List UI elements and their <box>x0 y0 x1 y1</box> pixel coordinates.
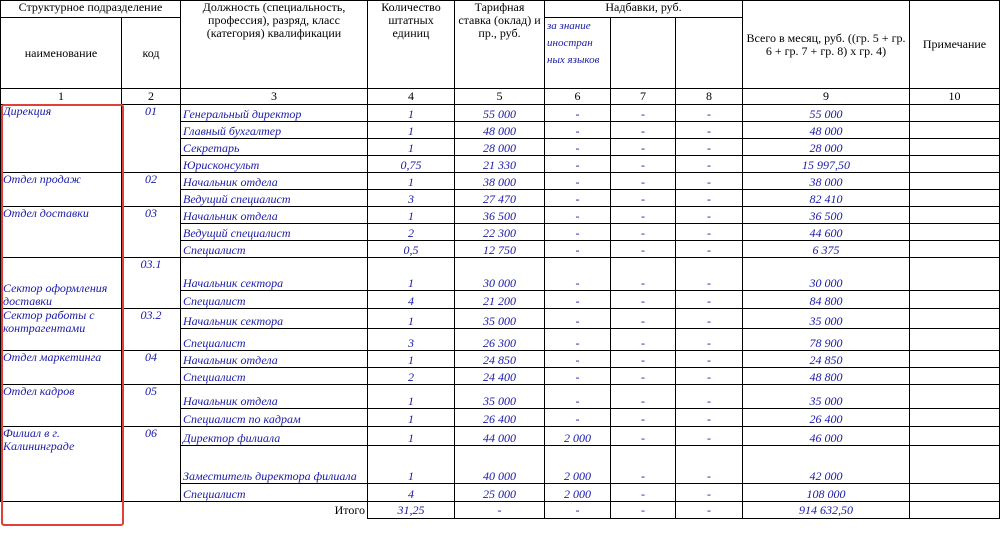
allowance-8-cell: - <box>676 368 743 385</box>
position-cell: Специалист по кадрам <box>181 409 368 427</box>
allowance-8-cell: - <box>676 427 743 446</box>
allowance-7-cell: - <box>611 224 676 241</box>
note-cell <box>910 173 1000 190</box>
table-row <box>1 427 1000 446</box>
count-cell: 4 <box>368 484 455 502</box>
header-position: Должность (специальность, профессия), разряд, класс (категория) квалификации <box>181 1 368 89</box>
count-cell: 1 <box>368 351 455 368</box>
rate-cell: 21 330 <box>455 156 545 173</box>
monthly-total-cell: 24 850 <box>743 351 910 368</box>
unit-name: Отдел продаж <box>1 173 122 207</box>
column-number: 4 <box>368 89 455 105</box>
rate-cell: 26 400 <box>455 409 545 427</box>
rate-cell: 48 000 <box>455 122 545 139</box>
note-cell <box>910 139 1000 156</box>
unit-name: Отдел маркетинга <box>1 351 122 385</box>
header-note: Примечание <box>910 1 1000 89</box>
position-cell: Генеральный директор <box>181 105 368 122</box>
totals-allowance-6: - <box>545 502 611 519</box>
monthly-total-cell: 46 000 <box>743 427 910 446</box>
totals-rate: - <box>455 502 545 519</box>
monthly-total-cell: 26 400 <box>743 409 910 427</box>
unit-code: 06 <box>122 427 181 502</box>
allowance-6-cell: - <box>545 409 611 427</box>
monthly-total-cell: 30 000 <box>743 258 910 291</box>
unit-name: Сектор работы с контрагентами <box>1 309 122 351</box>
column-number-row <box>1 89 1000 105</box>
allowance-8-cell: - <box>676 207 743 224</box>
count-cell: 1 <box>368 309 455 329</box>
monthly-total-cell: 108 000 <box>743 484 910 502</box>
allowance-8-cell: - <box>676 156 743 173</box>
column-number: 10 <box>910 89 1000 105</box>
rate-cell: 28 000 <box>455 139 545 156</box>
rate-cell: 30 000 <box>455 258 545 291</box>
unit-name: Сектор оформления доставки <box>1 258 122 309</box>
header-allowance-6: за знание иностран ных языков <box>545 18 611 89</box>
rate-cell: 24 400 <box>455 368 545 385</box>
rate-cell: 35 000 <box>455 309 545 329</box>
position-cell: Директор филиала <box>181 427 368 446</box>
rate-cell: 26 300 <box>455 329 545 351</box>
allowance-7-cell: - <box>611 173 676 190</box>
allowance-7-cell: - <box>611 329 676 351</box>
note-cell <box>910 484 1000 502</box>
column-number: 6 <box>545 89 611 105</box>
monthly-total-cell: 78 900 <box>743 329 910 351</box>
column-number: 5 <box>455 89 545 105</box>
column-number: 2 <box>122 89 181 105</box>
allowance-6-cell: - <box>545 207 611 224</box>
allowance-6-cell: - <box>545 329 611 351</box>
note-cell <box>910 105 1000 122</box>
totals-allowance-7: - <box>611 502 676 519</box>
unit-code: 05 <box>122 385 181 427</box>
count-cell: 1 <box>368 139 455 156</box>
monthly-total-cell: 84 800 <box>743 291 910 309</box>
position-cell: Начальник отдела <box>181 207 368 224</box>
header-rate: Тарифная ставка (оклад) и пр., руб. <box>455 1 545 89</box>
rate-cell: 55 000 <box>455 105 545 122</box>
table-row <box>1 385 1000 409</box>
unit-code: 03 <box>122 207 181 258</box>
note-cell <box>910 427 1000 446</box>
column-number: 7 <box>611 89 676 105</box>
totals-note <box>910 502 1000 519</box>
note-cell <box>910 258 1000 291</box>
note-cell <box>910 385 1000 409</box>
note-cell <box>910 446 1000 484</box>
monthly-total-cell: 36 500 <box>743 207 910 224</box>
unit-code: 02 <box>122 173 181 207</box>
note-cell <box>910 241 1000 258</box>
monthly-total-cell: 55 000 <box>743 105 910 122</box>
note-cell <box>910 351 1000 368</box>
allowance-7-cell: - <box>611 484 676 502</box>
allowance-8-cell: - <box>676 224 743 241</box>
allowance-7-cell: - <box>611 241 676 258</box>
allowance-8-cell: - <box>676 351 743 368</box>
allowance-6-cell: - <box>545 368 611 385</box>
position-cell: Начальник сектора <box>181 258 368 291</box>
note-cell <box>910 309 1000 329</box>
count-cell: 2 <box>368 368 455 385</box>
rate-cell: 21 200 <box>455 291 545 309</box>
allowance-6-cell: - <box>545 291 611 309</box>
position-cell: Специалист <box>181 484 368 502</box>
allowance-6-cell: - <box>545 122 611 139</box>
position-cell: Юрисконсульт <box>181 156 368 173</box>
note-cell <box>910 156 1000 173</box>
count-cell: 1 <box>368 207 455 224</box>
column-number: 9 <box>743 89 910 105</box>
header-count: Количество штатных единиц <box>368 1 455 89</box>
allowance-7-cell: - <box>611 291 676 309</box>
count-cell: 1 <box>368 446 455 484</box>
table-row <box>1 105 1000 122</box>
allowance-8-cell: - <box>676 190 743 207</box>
note-cell <box>910 368 1000 385</box>
count-cell: 1 <box>368 409 455 427</box>
unit-name: Отдел кадров <box>1 385 122 427</box>
rate-cell: 35 000 <box>455 385 545 409</box>
allowance-7-cell: - <box>611 156 676 173</box>
count-cell: 3 <box>368 329 455 351</box>
table-row <box>1 207 1000 224</box>
monthly-total-cell: 38 000 <box>743 173 910 190</box>
allowance-8-cell: - <box>676 105 743 122</box>
monthly-total-cell: 15 997,50 <box>743 156 910 173</box>
rate-cell: 27 470 <box>455 190 545 207</box>
count-cell: 1 <box>368 122 455 139</box>
allowance-6-cell: - <box>545 224 611 241</box>
table-row <box>1 258 1000 291</box>
allowance-7-cell: - <box>611 385 676 409</box>
rate-cell: 36 500 <box>455 207 545 224</box>
totals-row <box>1 502 1000 519</box>
allowance-8-cell: - <box>676 122 743 139</box>
count-cell: 1 <box>368 427 455 446</box>
monthly-total-cell: 48 000 <box>743 122 910 139</box>
totals-allowance-8: - <box>676 502 743 519</box>
header-name: наименование <box>1 18 122 89</box>
note-cell <box>910 409 1000 427</box>
rate-cell: 25 000 <box>455 484 545 502</box>
unit-name: Филиал в г. Калининграде <box>1 427 122 502</box>
count-cell: 4 <box>368 291 455 309</box>
monthly-total-cell: 82 410 <box>743 190 910 207</box>
rate-cell: 24 850 <box>455 351 545 368</box>
position-cell: Начальник отдела <box>181 173 368 190</box>
header-allowance-8 <box>676 18 743 89</box>
allowance-7-cell: - <box>611 427 676 446</box>
position-cell: Начальник отдела <box>181 385 368 409</box>
allowance-8-cell: - <box>676 385 743 409</box>
unit-name: Дирекция <box>1 105 122 173</box>
allowance-6-cell: 2 000 <box>545 484 611 502</box>
position-cell: Начальник отдела <box>181 351 368 368</box>
allowance-7-cell: - <box>611 122 676 139</box>
monthly-total-cell: 48 800 <box>743 368 910 385</box>
count-cell: 1 <box>368 385 455 409</box>
allowance-7-cell: - <box>611 190 676 207</box>
note-cell <box>910 291 1000 309</box>
header-struct-unit: Структурное подразделение <box>1 1 181 18</box>
note-cell <box>910 122 1000 139</box>
count-cell: 0,75 <box>368 156 455 173</box>
allowance-7-cell: - <box>611 446 676 484</box>
rate-cell: 38 000 <box>455 173 545 190</box>
position-cell: Заместитель директора филиала <box>181 446 368 484</box>
position-cell: Начальник сектора <box>181 309 368 329</box>
position-cell: Секретарь <box>181 139 368 156</box>
rate-cell: 12 750 <box>455 241 545 258</box>
count-cell: 2 <box>368 224 455 241</box>
unit-code: 04 <box>122 351 181 385</box>
allowance-8-cell: - <box>676 139 743 156</box>
position-cell: Специалист <box>181 329 368 351</box>
count-cell: 1 <box>368 258 455 291</box>
allowance-6-cell: 2 000 <box>545 427 611 446</box>
header-allowance-7 <box>611 18 676 89</box>
allowance-6-cell: - <box>545 156 611 173</box>
allowance-7-cell: - <box>611 258 676 291</box>
allowance-6-cell: - <box>545 241 611 258</box>
position-cell: Специалист <box>181 291 368 309</box>
monthly-total-cell: 28 000 <box>743 139 910 156</box>
table-row <box>1 351 1000 368</box>
allowance-8-cell: - <box>676 309 743 329</box>
allowance-6-cell: - <box>545 351 611 368</box>
allowance-7-cell: - <box>611 139 676 156</box>
column-number: 1 <box>1 89 122 105</box>
count-cell: 1 <box>368 105 455 122</box>
table-row <box>1 173 1000 190</box>
position-cell: Специалист <box>181 241 368 258</box>
allowance-6-cell: - <box>545 190 611 207</box>
totals-monthly: 914 632,50 <box>743 502 910 519</box>
allowance-7-cell: - <box>611 351 676 368</box>
monthly-total-cell: 44 600 <box>743 224 910 241</box>
unit-name: Отдел доставки <box>1 207 122 258</box>
position-cell: Главный бухгалтер <box>181 122 368 139</box>
rate-cell: 44 000 <box>455 427 545 446</box>
header-monthly: Всего в месяц, руб. ((гр. 5 + гр. 6 + гр. 7 + гр. 8) х гр. 4) <box>743 1 910 89</box>
allowance-7-cell: - <box>611 309 676 329</box>
allowance-8-cell: - <box>676 173 743 190</box>
monthly-total-cell: 6 375 <box>743 241 910 258</box>
position-cell: Специалист <box>181 368 368 385</box>
header-allowances: Надбавки, руб. <box>545 1 743 18</box>
rate-cell: 22 300 <box>455 224 545 241</box>
count-cell: 1 <box>368 173 455 190</box>
monthly-total-cell: 35 000 <box>743 309 910 329</box>
count-cell: 0,5 <box>368 241 455 258</box>
allowance-8-cell: - <box>676 446 743 484</box>
allowance-6-cell: - <box>545 173 611 190</box>
count-cell: 3 <box>368 190 455 207</box>
allowance-6-cell: 2 000 <box>545 446 611 484</box>
unit-code: 01 <box>122 105 181 173</box>
allowance-6-cell: - <box>545 385 611 409</box>
allowance-7-cell: - <box>611 207 676 224</box>
allowance-6-cell: - <box>545 105 611 122</box>
note-cell <box>910 329 1000 351</box>
rate-cell: 40 000 <box>455 446 545 484</box>
allowance-8-cell: - <box>676 409 743 427</box>
position-cell: Ведущий специалист <box>181 224 368 241</box>
allowance-6-cell: - <box>545 309 611 329</box>
table-row <box>1 309 1000 329</box>
column-number: 3 <box>181 89 368 105</box>
allowance-6-cell: - <box>545 139 611 156</box>
header-code: код <box>122 18 181 89</box>
note-cell <box>910 190 1000 207</box>
allowance-8-cell: - <box>676 329 743 351</box>
totals-label: Итого <box>334 502 365 517</box>
unit-code: 03.1 <box>122 258 181 309</box>
note-cell <box>910 224 1000 241</box>
position-cell: Ведущий специалист <box>181 190 368 207</box>
allowance-8-cell: - <box>676 241 743 258</box>
allowance-8-cell: - <box>676 258 743 291</box>
allowance-7-cell: - <box>611 105 676 122</box>
allowance-7-cell: - <box>611 409 676 427</box>
allowance-8-cell: - <box>676 484 743 502</box>
totals-count: 31,25 <box>368 502 455 519</box>
note-cell <box>910 207 1000 224</box>
allowance-6-cell: - <box>545 258 611 291</box>
monthly-total-cell: 42 000 <box>743 446 910 484</box>
column-number: 8 <box>676 89 743 105</box>
unit-code: 03.2 <box>122 309 181 351</box>
monthly-total-cell: 35 000 <box>743 385 910 409</box>
allowance-8-cell: - <box>676 291 743 309</box>
allowance-7-cell: - <box>611 368 676 385</box>
